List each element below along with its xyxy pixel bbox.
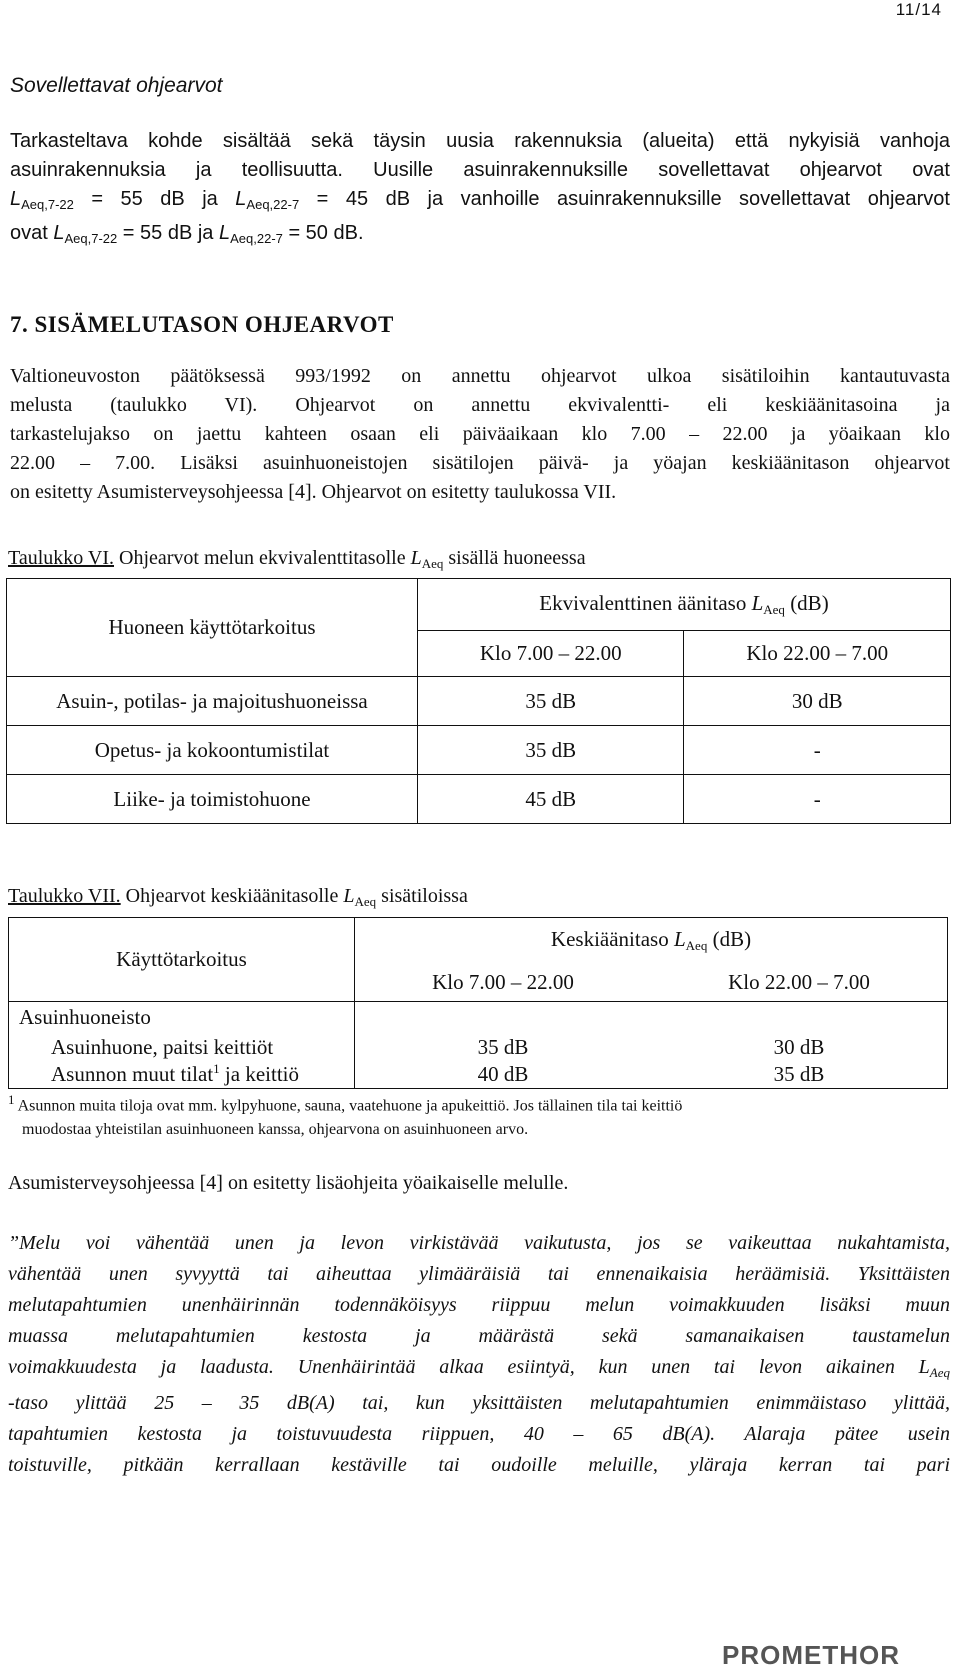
body-line: Valtioneuvoston päätöksessä 993/1992 on annettu ohjearvot ulkoa sisätiloihin kantautuvasta (10, 365, 950, 387)
table-vi (6, 578, 951, 824)
body-paragraph (10, 362, 950, 507)
table-row (9, 1061, 948, 1089)
table6-caption: Taulukko VI. Ohjearvot melun ekvivalenttitasolle $L_{Aeq}$ sisällä huoneessa (8, 547, 586, 571)
table7-night-value: 30 dB (651, 1034, 948, 1061)
table-row (9, 1034, 948, 1061)
quote-line: tapahtumien kestosta ja toistuvuudesta riippuen, 40 – 65 dB(A). Alaraja pätee usein (8, 1423, 950, 1445)
table6-day-value: 35 dB (418, 677, 684, 726)
quote-line: melutapahtumien unenhäirinnän todennäköisyys riippuu melun voimakkuuden lisäksi muun (8, 1294, 950, 1316)
page-number: 11/14 (895, 0, 942, 19)
table-row (7, 775, 951, 824)
quote-line: vähentää unen syvyyttä tai aiheuttaa ylimääräisiä tai ennenaikaisia heräämisiä. Yksittäisten (8, 1263, 950, 1285)
intro-line: $L_{Aeq,7-22} = 55$ dB ja $L_{Aeq,22-7} = 45$ dB ja vanhoille asuinrakennuksille sovellettavat ohjearvot (10, 188, 950, 212)
footnote-text: Asunnon muita tiloja ovat mm. kylpyhuone, sauna, vaatehuone ja apukeittiö. Jos tällainen tila tai keittiö (14, 1097, 683, 1115)
table-row (7, 677, 951, 726)
table6-row-label: Asuin-, potilas- ja majoitushuoneissa (7, 677, 418, 726)
table6-row-label: Liike- ja toimistohuone (7, 775, 418, 824)
table-row (7, 726, 951, 775)
table6-night-header: Klo 22.00 – 7.00 (684, 631, 951, 677)
table7-day-value: 40 dB (355, 1061, 652, 1089)
table7-day-value: 35 dB (477, 1034, 529, 1059)
body-line: tarkastelujakso on jaettu kahteen osaan eli päiväaikaan klo 7.00 – 22.00 ja yöaikaan klo (10, 423, 950, 445)
table7-row-label: Asuinhuone, paitsi keittiöt (9, 1034, 355, 1061)
table6-day-value: 45 dB (418, 775, 684, 824)
table7-row-label: Asunnon muut tilat$^1$ ja keittiö (9, 1061, 355, 1089)
quote-line: ”Melu voi vähentää unen ja levon virkistävää vaikutusta, jos se vaikeuttaa nukahtamista, (8, 1232, 950, 1254)
section-title: Sovellettavat ohjearvot (10, 74, 223, 97)
table6-group-header: Ekvivalenttinen äänitaso $L_{Aeq}$ (dB) (418, 579, 951, 631)
table7-night-header: Klo 22.00 – 7.00 (651, 964, 948, 1002)
body-line: on esitetty Asumisterveysohjeessa [4]. Ohjearvot on esitetty taulukossa VII. (10, 481, 617, 503)
quote-line: voimakkuudesta ja laadusta. Unenhäirintää alkaa esiintyä, kun unen tai levon aikainen $L_{Aeq}$ (8, 1356, 950, 1380)
intro-line: ovat $L_{Aeq,7-22} = 55$ dB ja $L_{Aeq,22-7} = 50$ dB. (10, 222, 364, 246)
table6-night-value: - (684, 775, 951, 824)
quote-paragraph (8, 1228, 950, 1481)
footnote-text: muodostaa yhteistilan asuinhuoneen kanssa, ohjearvona on asuinhuoneen arvo. (22, 1121, 529, 1139)
table6-col-header: Huoneen käyttötarkoitus (7, 579, 418, 677)
table7-group-header: Keskiäänitaso $L_{Aeq}$ (dB) (355, 918, 948, 964)
table7-night-value: 35 dB (651, 1061, 948, 1089)
intro-line: asuinrakennuksia ja teollisuutta. Uusille asuinrakennuksille sovellettavat ohjearvot ovat (10, 159, 950, 181)
quote-line: toistuville, pitkään kerrallaan kestäville tai oudoille meluille, yläraja kerran tai pari (8, 1454, 950, 1476)
table6-night-value: 30 dB (684, 677, 951, 726)
table7-caption: Taulukko VII. Ohjearvot keskiäänitasolle $L_{Aeq}$ sisätiloissa (8, 885, 468, 909)
body-line: melusta (taulukko VI). Ohjearvot on annettu ekvivalentti- eli keskiäänitasoina ja (10, 394, 950, 416)
table6-day-value: 35 dB (418, 726, 684, 775)
table6-night-value: - (684, 726, 951, 775)
table7-col-header: Käyttötarkoitus (9, 918, 355, 1002)
intro-line: Tarkasteltava kohde sisältää sekä täysin uusia rakennuksia (alueita) että nykyisiä vanhoja (10, 130, 950, 152)
asumis-note: Asumisterveysohjeessa [4] on esitetty lisäohjeita yöaikaiselle melulle. (8, 1172, 569, 1194)
chapter-heading: 7. SISÄMELUTASON OHJEARVOT (10, 312, 394, 337)
table6-day-header: Klo 7.00 – 22.00 (418, 631, 684, 677)
table-vii (8, 917, 948, 1089)
promethor-logo: PROMETHOR (722, 1640, 900, 1670)
table6-row-label: Opetus- ja kokoontumistilat (7, 726, 418, 775)
quote-line: muassa melutapahtumien kestosta ja määrästä sekä samanaikaisen taustamelun (8, 1325, 950, 1347)
table7-day-header: Klo 7.00 – 22.00 (432, 969, 574, 994)
body-line: 22.00 – 7.00. Lisäksi asuinhuoneistojen sisätilojen päivä- ja yöajan keskiäänitason ohjearvot (10, 452, 950, 474)
quote-line: -taso ylittää 25 – 35 dB(A) tai, kun yksittäisten melutapahtumien enimmäistaso ylittää, (8, 1392, 950, 1414)
table7-group-row: Asuinhuoneisto (9, 1002, 355, 1034)
footnote (8, 1088, 948, 1142)
intro-paragraph (10, 127, 950, 253)
footnote-mark: 1 (8, 1092, 15, 1107)
